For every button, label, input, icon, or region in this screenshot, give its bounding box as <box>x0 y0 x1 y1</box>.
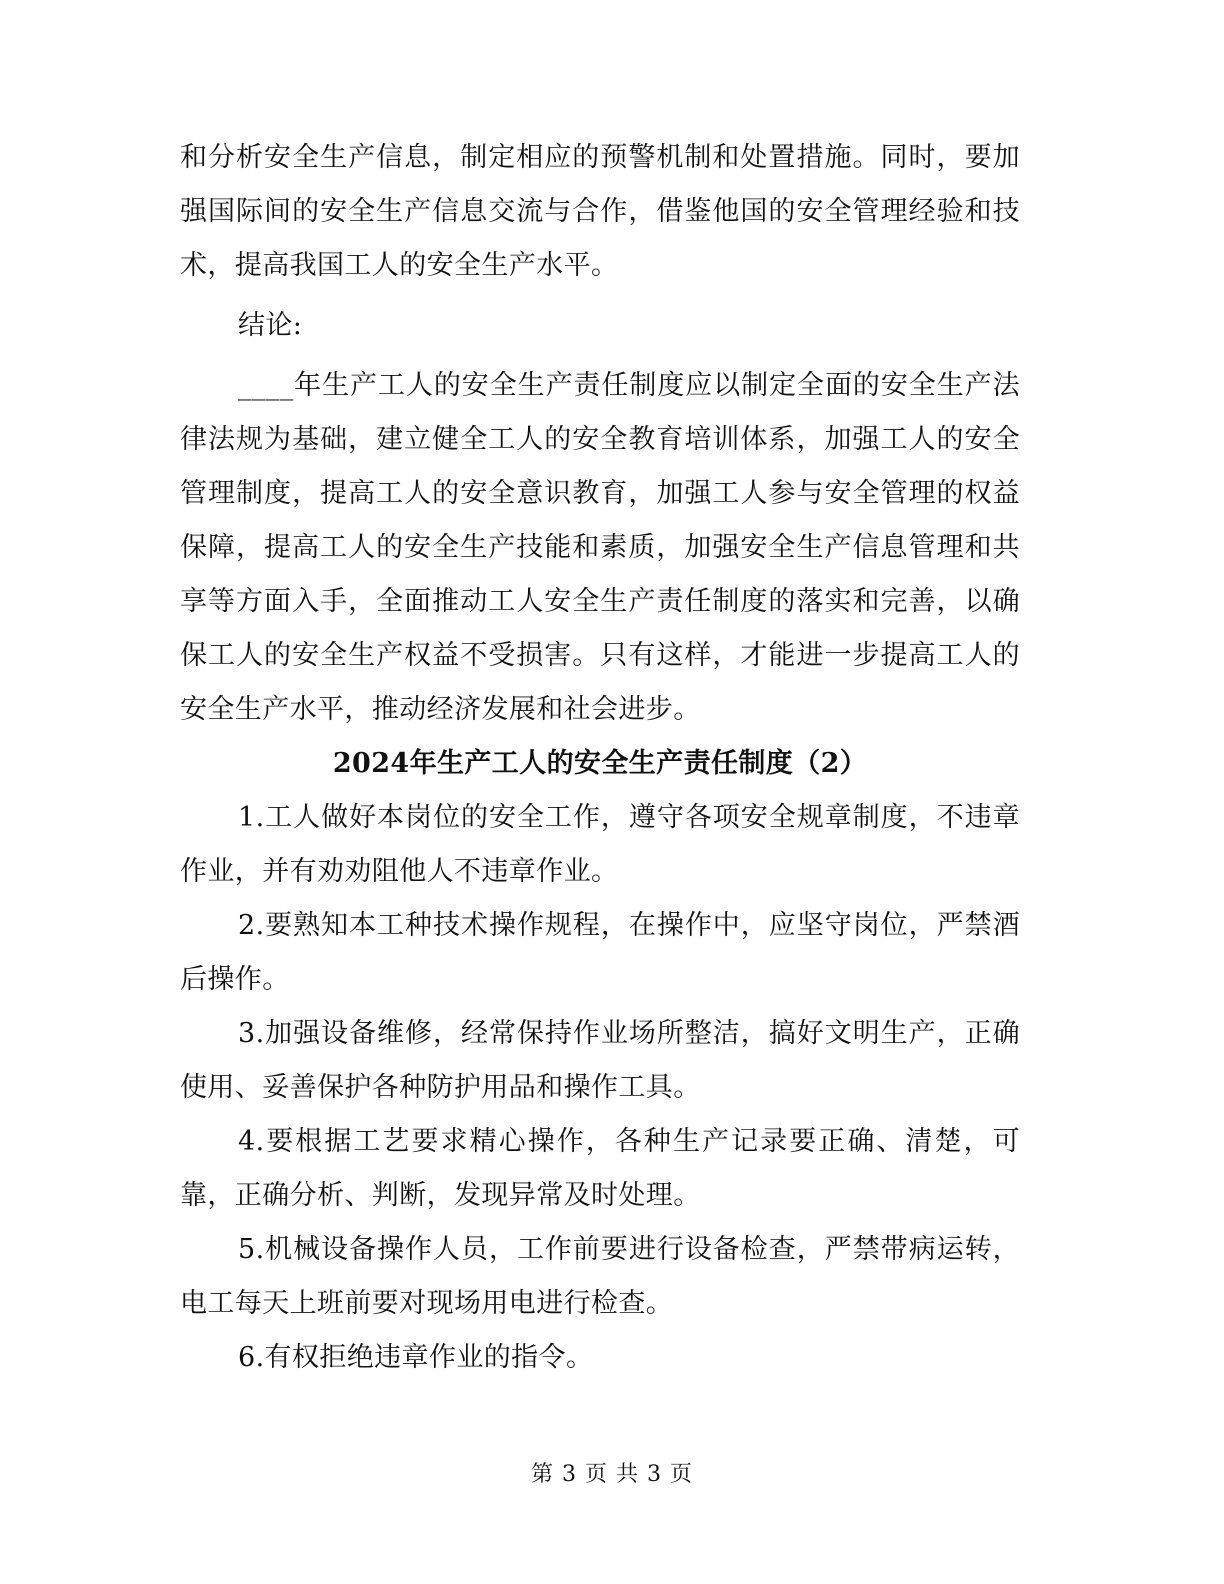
continued-paragraph: 和分析安全生产信息，制定相应的预警机制和处置措施。同时，要加强国际间的安全生产信息交流与合作，借鉴他国的安全管理经验和技术，提高我国工人的安全生产水平。 <box>180 142 1020 281</box>
document-body <box>180 131 1020 1385</box>
conclusion-paragraph: ____年生产工人的安全生产责任制度应以制定全面的安全生产法律法规为基础，建立健全工人的安全教育培训体系，加强工人的安全管理制度，提高工人的安全意识教育，加强工人参与安全管理的权益保障，提高工人的安全生产技能和素质，加强安全生产信息管理和共享等方面入手，全面推动工人安全生产责任制度的落实和完善，以确保工人的安全生产权益不受损害。只有这样，才能进一步提高工人的安全生产水平，推动经济发展和社会进步。 <box>180 370 1020 725</box>
list-item: 6.有权拒绝违章作业的指令。 <box>238 1342 594 1373</box>
responsibility-list <box>180 791 1020 1385</box>
list-item: 1.工人做好本岗位的安全工作，遵守各项安全规章制度，不违章作业，并有劝劝阻他人不违章作业。 <box>180 802 1020 887</box>
conclusion-label: 结论: <box>238 310 303 341</box>
list-item: 5.机械设备操作人员，工作前要进行设备检查，严禁带病运转，电工每天上班前要对现场用电进行检查。 <box>180 1234 1020 1319</box>
page-footer: 第 3 页 共 3 页 <box>531 1462 693 1487</box>
list-item: 2.要熟知本工种技术操作规程，在操作中，应坚守岗位，严禁酒后操作。 <box>180 910 1020 995</box>
list-item: 4.要根据工艺要求精心操作，各种生产记录要正确、清楚，可靠，正确分析、判断，发现异常及时处理。 <box>180 1126 1020 1211</box>
list-item: 3.加强设备维修，经常保持作业场所整洁，搞好文明生产，正确使用、妥善保护各种防护用品和操作工具。 <box>180 1018 1020 1103</box>
section-title: 2024年生产工人的安全生产责任制度（2） <box>332 748 868 779</box>
